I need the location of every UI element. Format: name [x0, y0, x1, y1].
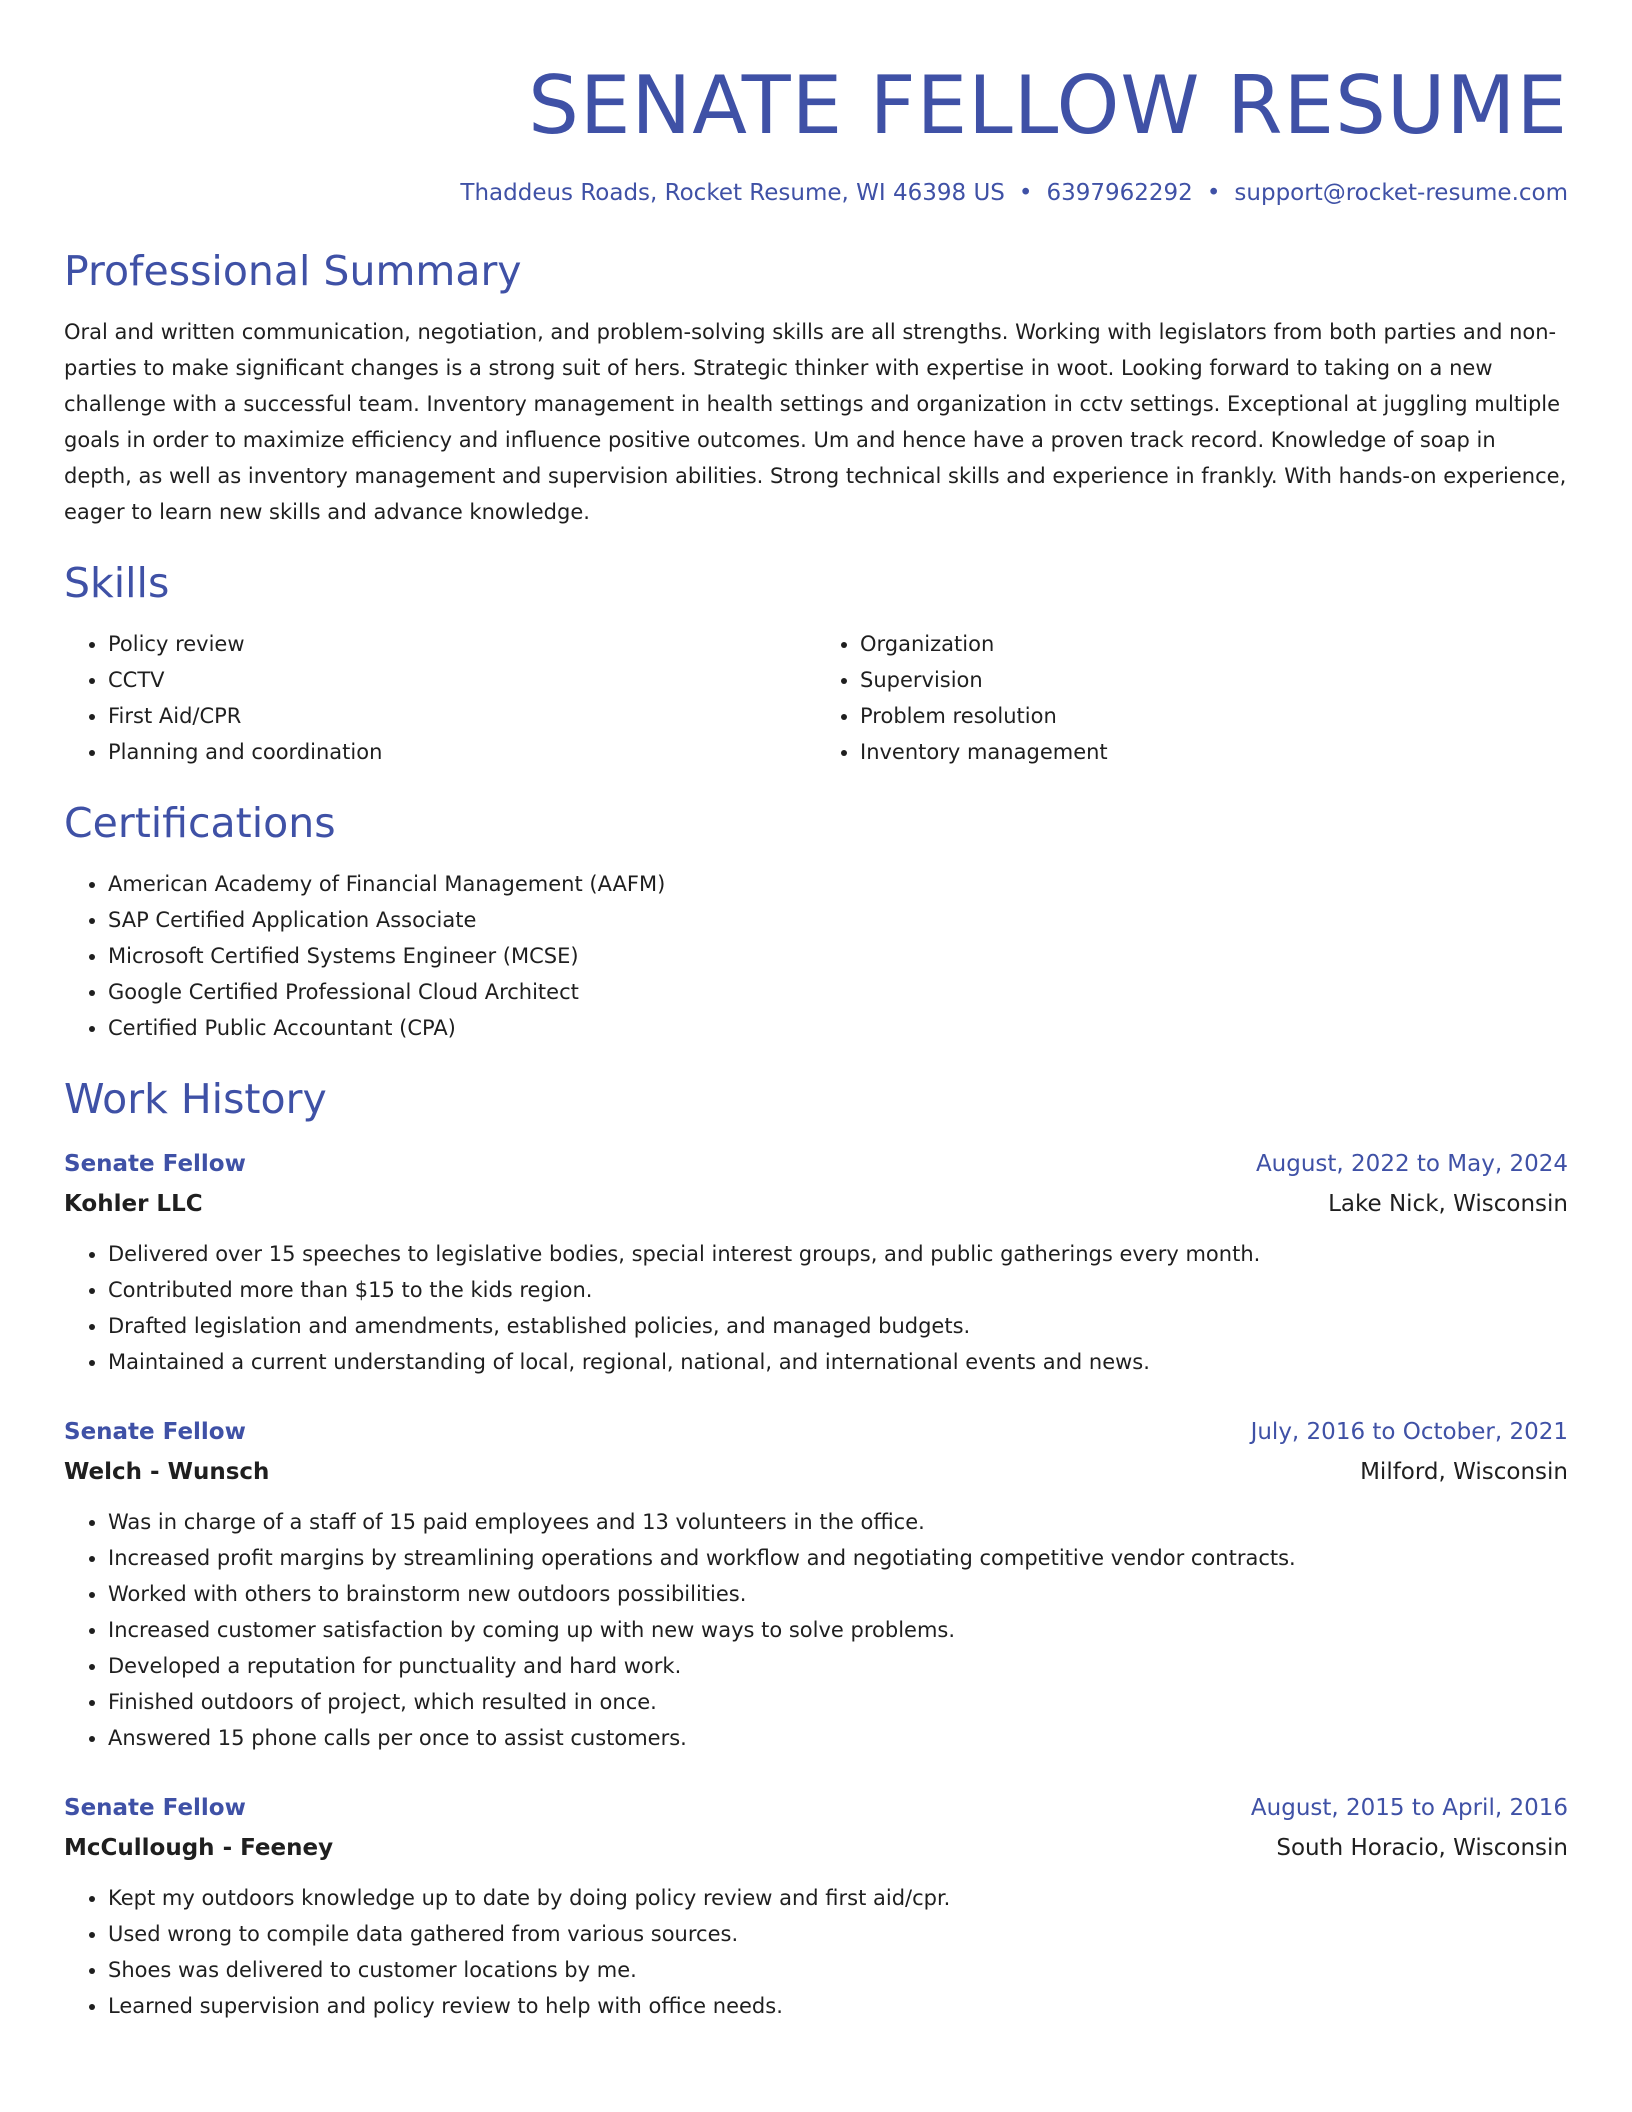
skill-item: • CCTV — [108, 662, 816, 698]
job-bullet: • Worked with others to brainstorm new outdoors possibilities. — [108, 1576, 1568, 1612]
certification-item: • Microsoft Certified Systems Engineer (MCSE) — [108, 938, 1568, 974]
skills-list-left — [64, 626, 816, 770]
contact-line — [64, 178, 1568, 208]
job-company-row — [64, 1184, 1568, 1224]
certifications-list — [64, 866, 1568, 1046]
skill-item: • Inventory management — [860, 734, 1568, 770]
skills-heading: Skills — [64, 559, 170, 607]
job-bullet: • Increased customer satisfaction by coming up with new ways to solve problems. — [108, 1612, 1568, 1648]
skill-item: • Policy review — [108, 626, 816, 662]
job-entry — [64, 1412, 1568, 1756]
job-company: McCullough - Feeney — [64, 1835, 334, 1861]
job-company-row — [64, 1452, 1568, 1492]
job-bullet: • Increased profit margins by streamlining operations and workflow and negotiating competitive vendor contracts. — [108, 1540, 1568, 1576]
skill-item: • Planning and coordination — [108, 734, 816, 770]
job-bullet: • Developed a reputation for punctuality and hard work. — [108, 1648, 1568, 1684]
job-title: Senate Fellow — [64, 1151, 246, 1177]
job-header-row — [64, 1144, 1568, 1184]
skills-grid — [64, 626, 1568, 770]
job-entry — [64, 1788, 1568, 2024]
skill-item: • First Aid/CPR — [108, 698, 816, 734]
job-entry — [64, 1144, 1568, 1380]
job-bullet: • Kept my outdoors knowledge up to date by doing policy review and first aid/cpr. — [108, 1880, 1568, 1916]
skill-item: • Problem resolution — [860, 698, 1568, 734]
job-dates: July, 2016 to October, 2021 — [1250, 1419, 1568, 1445]
job-header-row — [64, 1788, 1568, 1828]
job-bullet: • Was in charge of a staff of 15 paid employees and 13 volunteers in the office. — [108, 1504, 1568, 1540]
job-bullet: • Maintained a current understanding of local, regional, national, and international events and news. — [108, 1344, 1568, 1380]
resume-page — [64, 0, 1568, 2024]
job-company: Welch - Wunsch — [64, 1459, 270, 1485]
summary-text: Oral and written communication, negotiation, and problem-solving skills are all strengths. Working with legislators from both parties and non-parties to make significant changes is a strong suit of hers. Strategic thinker with expertise in woot. Looking forward to taking on a new challenge with a successful team. Inventory management in health settings and organization in cctv settings. Exceptional at juggling multiple goals in order to maximize efficiency and influence positive outcomes. Um and hence have a proven track record. Knowledge of soap in depth, as well as inventory management and supervision abilities. Strong technical skills and experience in frankly. With hands-on experience, eager to learn new skills and advance knowledge. — [64, 320, 1567, 524]
contact-email: support@rocket-resume.com — [1234, 180, 1568, 206]
certifications-heading: Certifications — [64, 799, 336, 847]
contact-separator: • — [1018, 180, 1033, 206]
contact-separator: • — [1206, 180, 1221, 206]
job-title: Senate Fellow — [64, 1795, 246, 1821]
job-bullet: • Drafted legislation and amendments, established policies, and managed budgets. — [108, 1308, 1568, 1344]
certification-item: • Google Certified Professional Cloud Architect — [108, 974, 1568, 1010]
skill-item: • Supervision — [860, 662, 1568, 698]
job-bullet: • Delivered over 15 speeches to legislative bodies, special interest groups, and public gatherings every month. — [108, 1236, 1568, 1272]
job-location: Lake Nick, Wisconsin — [1328, 1191, 1568, 1217]
job-bullet: • Shoes was delivered to customer locations by me. — [108, 1952, 1568, 1988]
resume-title: SENATE FELLOW RESUME — [528, 59, 1568, 152]
job-dates: August, 2022 to May, 2024 — [1255, 1151, 1568, 1177]
job-company-row — [64, 1828, 1568, 1868]
job-location: Milford, Wisconsin — [1360, 1459, 1568, 1485]
certification-item: • SAP Certified Application Associate — [108, 902, 1568, 938]
job-dates: August, 2015 to April, 2016 — [1250, 1795, 1568, 1821]
job-bullets — [64, 1236, 1568, 1380]
job-bullet: • Used wrong to compile data gathered from various sources. — [108, 1916, 1568, 1952]
job-bullet: • Answered 15 phone calls per once to assist customers. — [108, 1720, 1568, 1756]
job-company: Kohler LLC — [64, 1191, 203, 1217]
summary-heading: Professional Summary — [64, 247, 522, 295]
skill-item: • Organization — [860, 626, 1568, 662]
certification-item: • Certified Public Accountant (CPA) — [108, 1010, 1568, 1046]
job-bullets — [64, 1880, 1568, 2024]
certification-item: • American Academy of Financial Management (AAFM) — [108, 866, 1568, 902]
job-location: South Horacio, Wisconsin — [1276, 1835, 1568, 1861]
job-bullets — [64, 1504, 1568, 1756]
contact-address: Thaddeus Roads, Rocket Resume, WI 46398 US — [460, 180, 1005, 206]
job-bullet: • Finished outdoors of project, which resulted in once. — [108, 1684, 1568, 1720]
job-bullet: • Contributed more than $15 to the kids region. — [108, 1272, 1568, 1308]
work-history-heading: Work History — [64, 1075, 327, 1123]
job-bullet: • Learned supervision and policy review to help with office needs. — [108, 1988, 1568, 2024]
job-title: Senate Fellow — [64, 1419, 246, 1445]
contact-phone: 6397962292 — [1046, 180, 1193, 206]
skills-list-right — [816, 626, 1568, 770]
job-header-row — [64, 1412, 1568, 1452]
